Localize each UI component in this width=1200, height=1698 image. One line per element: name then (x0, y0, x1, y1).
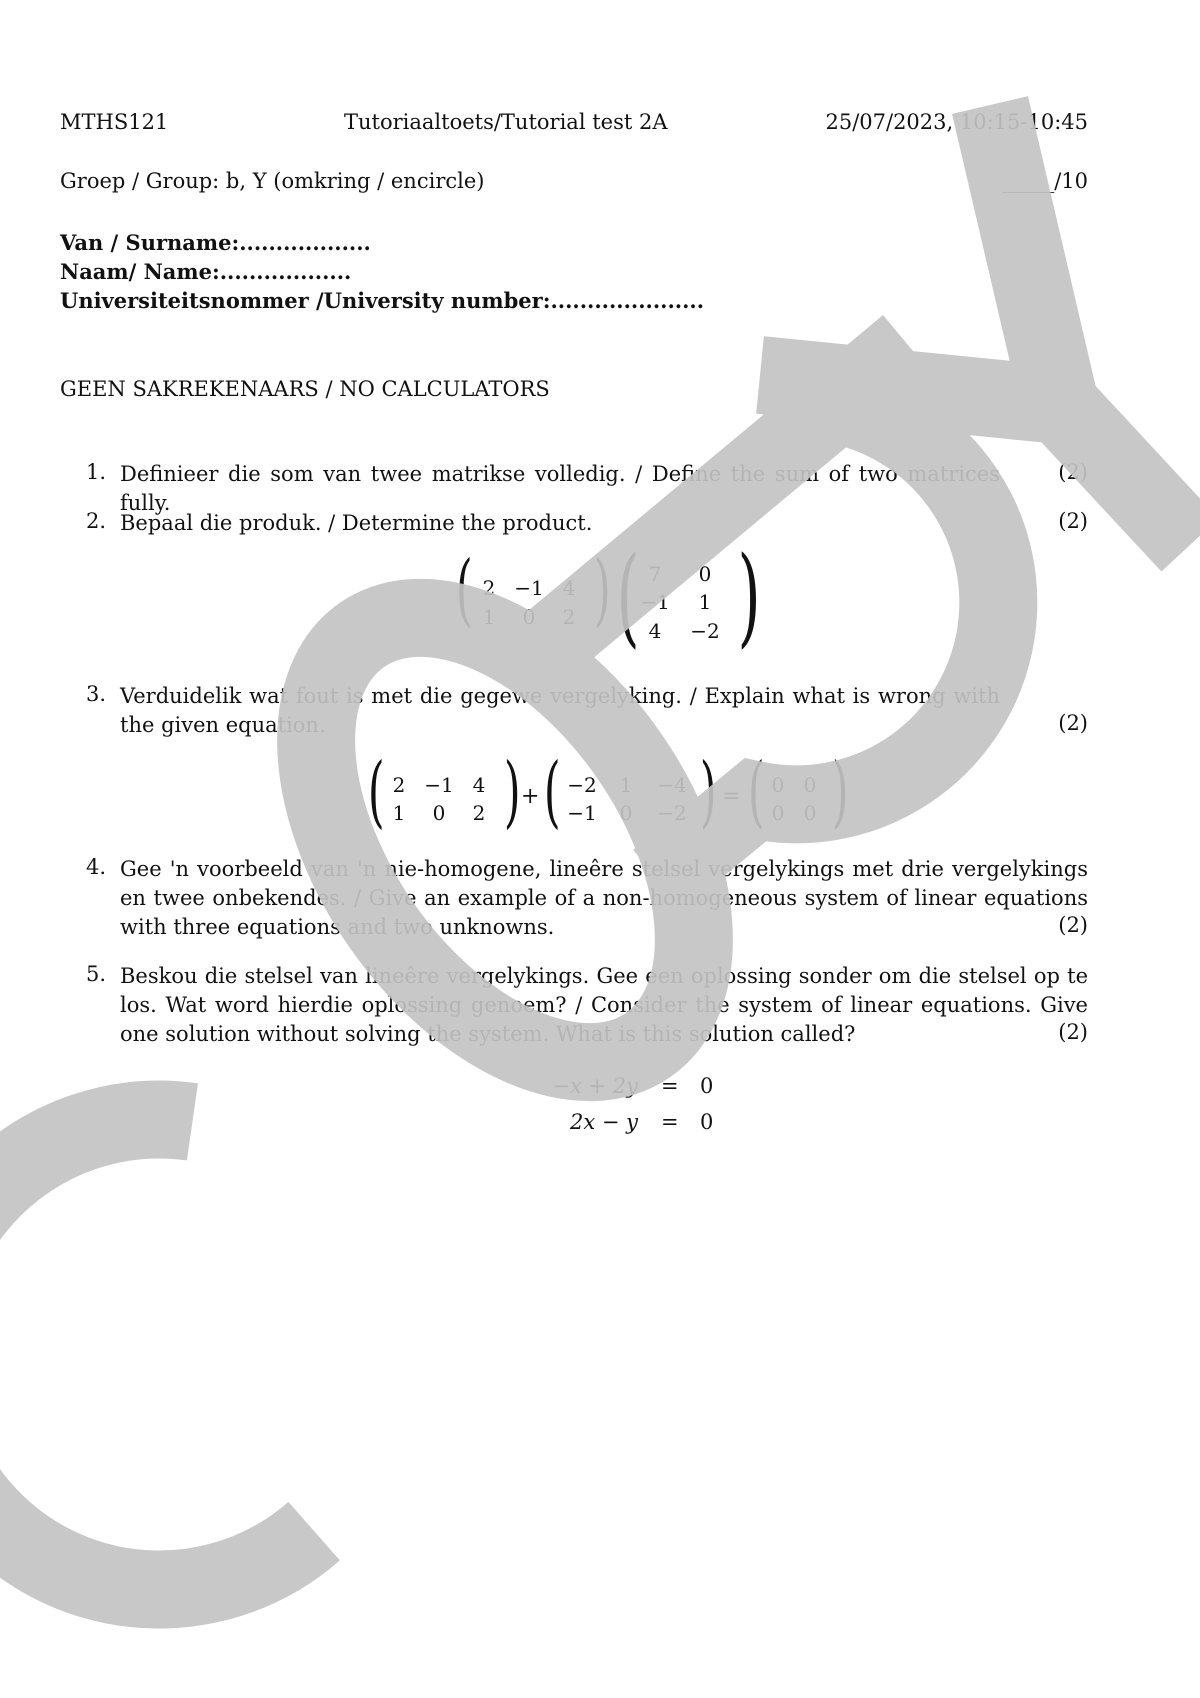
matrix-cell: 1 (392, 801, 406, 825)
matrix-cell: −1 (514, 576, 544, 600)
right-paren: ) (737, 534, 761, 659)
right-paren: ) (831, 747, 849, 837)
date-time: 25/07/2023, 10:15-10:45 (825, 110, 1088, 134)
matrix-cell: 1 (482, 605, 496, 629)
left-paren: ( (367, 747, 385, 837)
matrix-cell: −1 (567, 801, 597, 825)
left-paren: ( (543, 747, 561, 837)
matrix-cell: 0 (432, 801, 446, 825)
question-text: Verduidelik wat fout is met die gegewe vergelyking. / Explain what is wrong with the given equation. (120, 684, 1000, 737)
matrix-cell: −2 (690, 619, 720, 643)
matrix-cell: 1 (619, 773, 633, 797)
score-field: _____/10 (1001, 169, 1088, 193)
equation-rhs: 0 (700, 1074, 714, 1098)
question-mark: (2) (1058, 509, 1088, 533)
surname-field: Van / Surname:.................. (60, 230, 371, 255)
matrix-cell: 2 (482, 576, 496, 600)
equation-lhs: 2x − y (569, 1110, 638, 1134)
matrix-cell: 0 (771, 773, 785, 797)
matrix-cell: −4 (657, 773, 687, 797)
matrix-cell: −2 (567, 773, 597, 797)
matrix-cell: 0 (619, 801, 633, 825)
right-paren: ) (503, 747, 521, 837)
equation-rhs: 0 (700, 1110, 714, 1134)
question-text: Bepaal die produk. / Determine the product. (120, 511, 593, 535)
matrix-cell: 0 (698, 562, 712, 586)
matrix-cell: 2 (472, 801, 486, 825)
course-code: MTHS121 (60, 110, 169, 134)
name-field: Naam/ Name:.................. (60, 259, 352, 284)
matrix-cell: 2 (562, 605, 576, 629)
question-mark: (2) (1058, 711, 1088, 735)
group-line: Groep / Group: b, Y (omkring / encircle) (60, 169, 485, 193)
matrix-cell: −1 (640, 590, 670, 614)
matrix-cell: −2 (657, 801, 687, 825)
left-paren: ( (616, 534, 640, 659)
university-number-field: Universiteitsnommer /University number:..................... (60, 288, 705, 313)
matrix-cell: 7 (648, 562, 662, 586)
matrix-cell: 1 (698, 590, 712, 614)
matrix-cell: −1 (424, 773, 454, 797)
left-paren: ( (747, 747, 765, 837)
matrix-cell: 0 (771, 801, 785, 825)
question-text: Gee 'n voorbeeld van 'n nie-homogene, lineêre stelsel vergelykings met drie vergelykings en twee onbekendes. / Give an example of a non-homogeneous system of linear equations with three equations and two unknowns. (120, 857, 1088, 939)
test-title: Tutoriaaltoets/Tutorial test 2A (344, 110, 668, 134)
matrix-cell: 4 (562, 576, 576, 600)
question-number: 5. (86, 962, 107, 986)
equals-sign: = (722, 784, 741, 809)
matrix-cell: 2 (392, 773, 406, 797)
question-number: 2. (86, 509, 107, 533)
plus-sign: + (521, 784, 540, 809)
question-number: 3. (86, 682, 107, 706)
question-mark: (2) (1058, 460, 1088, 484)
question-mark: (2) (1058, 913, 1088, 937)
right-paren: ) (699, 747, 717, 837)
question-text: Definieer die som van twee matrikse volledig. / Define the sum of two matrices fully. (120, 462, 1000, 515)
equation-equals: = (661, 1074, 679, 1098)
matrix-cell: 4 (648, 619, 662, 643)
question-number: 1. (86, 460, 107, 484)
question-mark: (2) (1058, 1020, 1088, 1044)
question-text: Beskou die stelsel van lineêre vergelykings. Gee een oplossing sonder om die stelsel op te los. Wat word hierdie oplossing genoem? / Consider the system of linear equations. Give one solution without solving the system. What is this solution called? (120, 964, 1088, 1046)
left-paren: ( (455, 545, 473, 635)
matrix-cell: 0 (803, 801, 817, 825)
matrix-cell: 0 (522, 605, 536, 629)
matrix-cell: 4 (472, 773, 486, 797)
equation-equals: = (661, 1110, 679, 1134)
equation-lhs: −x + 2y (552, 1074, 638, 1098)
matrix-cell: 0 (803, 773, 817, 797)
right-paren: ) (593, 545, 611, 635)
no-calculators-notice: GEEN SAKREKENAARS / NO CALCULATORS (60, 377, 550, 401)
question-number: 4. (86, 855, 107, 879)
